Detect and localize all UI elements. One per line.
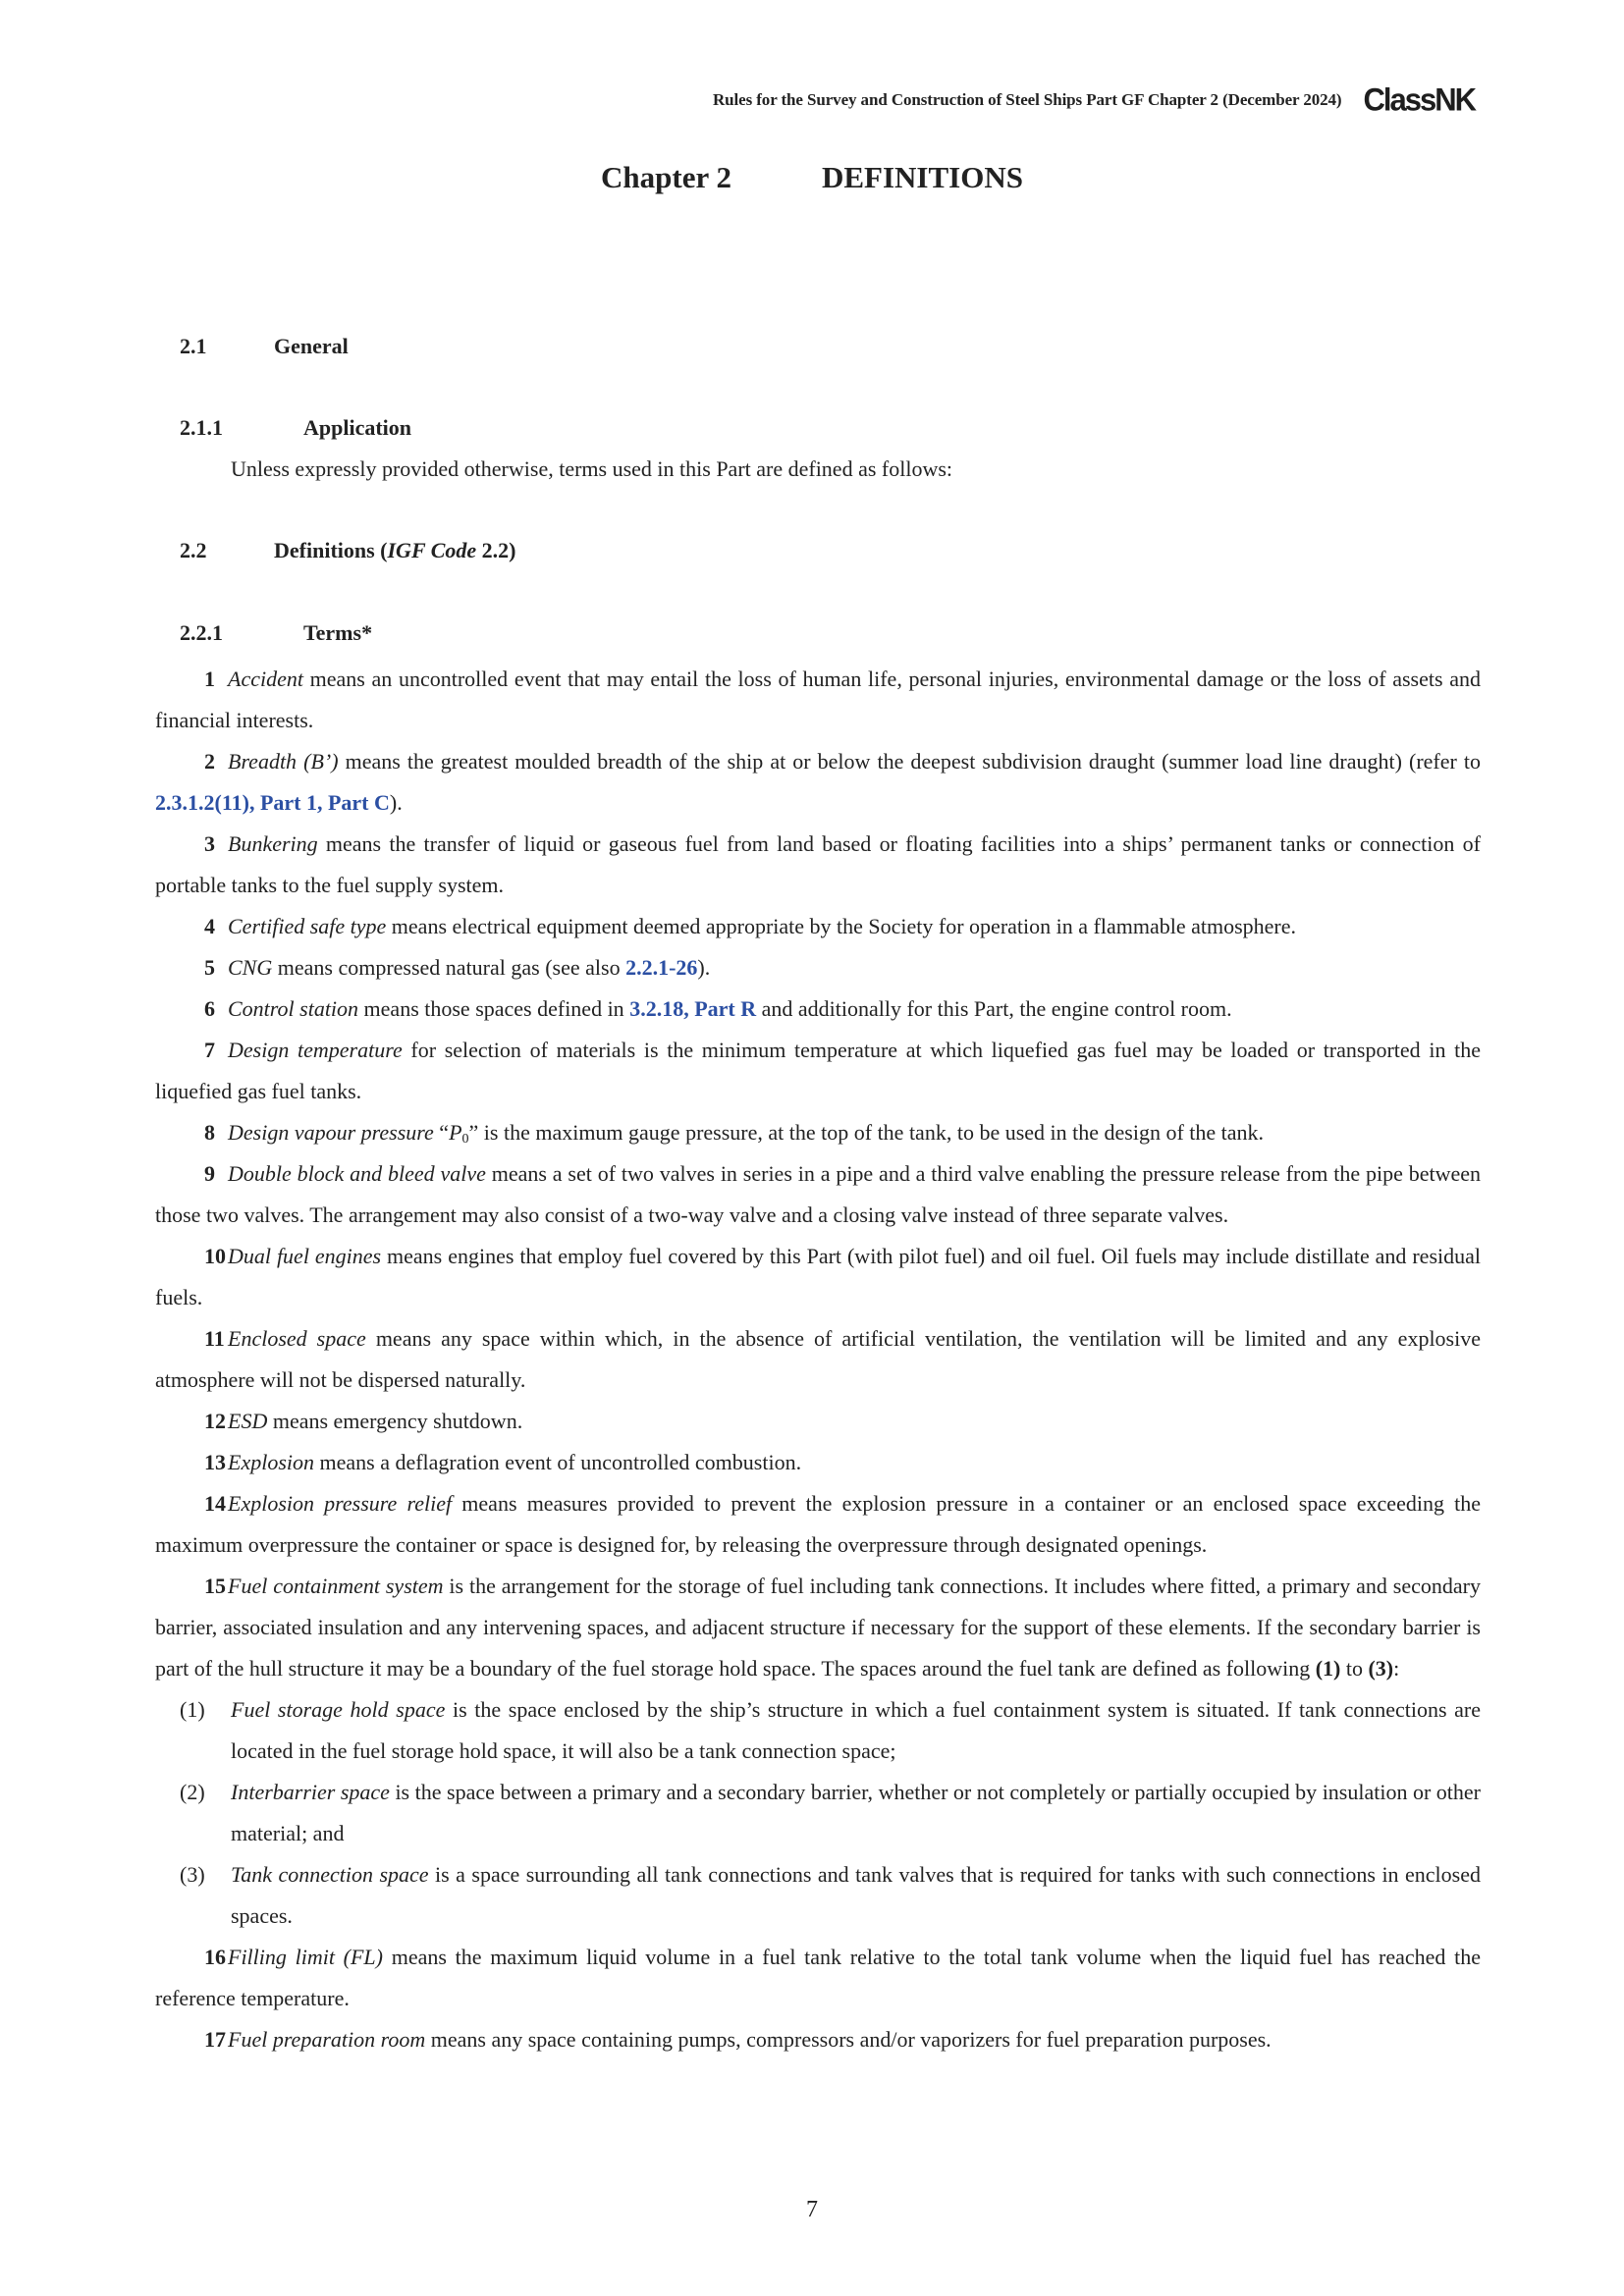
- term-definition: means the greatest moulded breadth of the ship at or below the deepest subdivision draught (summer load line draught) (refer to: [338, 749, 1481, 774]
- term-name: Fuel containment system: [228, 1574, 444, 1598]
- section-title: Terms*: [303, 620, 373, 645]
- term-definition: means any space containing pumps, compressors and/or vaporizers for fuel preparation purposes.: [425, 2027, 1272, 2052]
- term-item: [155, 1442, 1481, 1483]
- symbol: P: [449, 1120, 462, 1145]
- subitem-ref-end: (3): [1368, 1656, 1394, 1681]
- symbol-subscript: 0: [461, 1132, 469, 1147]
- term-item: [155, 1153, 1481, 1236]
- application-text: Unless expressly provided otherwise, terms used in this Part are defined as follows:: [231, 456, 953, 481]
- section-number: 2.2: [180, 538, 207, 562]
- term-item: [155, 1030, 1481, 1112]
- term-name: Fuel preparation room: [228, 2027, 426, 2052]
- term-item: [155, 1937, 1481, 2019]
- section-number: 2.1: [180, 334, 207, 358]
- section-title-prefix: Definitions (: [274, 538, 388, 562]
- term-item: [155, 1483, 1481, 1566]
- term-definition: means measures provided to prevent the explosion pressure in a container or an enclosed space exceeding the maximum overpressure the container or space is designed for, by releasing the overpressure through designated openings.: [155, 1491, 1482, 1557]
- section-heading-2-1: [180, 334, 349, 359]
- term-name: Control station: [228, 996, 359, 1021]
- section-title-italic: IGF Code: [387, 538, 477, 562]
- section-title: Application: [303, 415, 412, 440]
- term-name: Breadth (B’): [228, 749, 339, 774]
- term-name: Enclosed space: [228, 1326, 366, 1351]
- term-number: 4: [204, 914, 215, 938]
- term-definition: means the maximum liquid volume in a fuel tank relative to the total tank volume when the liquid fuel has reached the reference temperature.: [155, 1945, 1481, 2010]
- term-number: 6: [204, 996, 215, 1021]
- term-definition: means an uncontrolled event that may entail the loss of human life, personal injuries, environmental damage or the loss of assets and financial interests.: [155, 667, 1481, 732]
- quote-close: ”: [468, 1120, 479, 1145]
- term-name: Filling limit (FL): [228, 1945, 383, 1969]
- term-number: 10: [204, 1244, 226, 1268]
- cross-reference-link[interactable]: 2.2.1-26: [625, 955, 698, 980]
- term-definition: is the arrangement for the storage of fuel including tank connections. It includes where fitted, a primary and secondary barrier, associated insulation and any intervening spaces, and adjacent structure if necessary for the support of these elements. If the secondary barrier is part of the hull structure it may be a boundary of the fuel storage hold space. The spaces around the fuel tank are defined as following: [155, 1574, 1481, 1681]
- term-name: Certified safe type: [228, 914, 387, 938]
- cross-reference-link[interactable]: 3.2.18, Part R: [629, 996, 757, 1021]
- term-definition: means emergency shutdown.: [267, 1409, 523, 1433]
- chapter-name: DEFINITIONS: [821, 160, 1023, 194]
- sub-item-number: (2): [180, 1780, 205, 1804]
- term-item: [155, 947, 1481, 988]
- section-title: General: [274, 334, 349, 358]
- term-number: 3: [204, 831, 215, 856]
- term-definition-end: ).: [697, 955, 711, 980]
- subitem-ref-start: (1): [1315, 1656, 1341, 1681]
- section-number: 2.2.1: [180, 620, 223, 645]
- sub-item-term: Tank connection space: [231, 1862, 429, 1887]
- term-definition-end: :: [1393, 1656, 1400, 1681]
- quote-open: “: [433, 1120, 450, 1145]
- term-item: [155, 1318, 1481, 1401]
- term-number: 5: [204, 955, 215, 980]
- chapter-label: Chapter 2: [601, 160, 731, 194]
- term-number: 1: [204, 667, 215, 691]
- chapter-title: [0, 160, 1624, 195]
- term-name: Accident: [228, 667, 303, 691]
- term-definition-end: and additionally for this Part, the engine control room.: [756, 996, 1232, 1021]
- term-definition-end: ).: [389, 790, 403, 815]
- term-item: [155, 824, 1481, 906]
- cross-reference-link[interactable]: 2.3.1.2(11), Part 1, Part C: [155, 790, 390, 815]
- term-definition: means a set of two valves in series in a pipe and a third valve enabling the pressure release from the pipe between those two valves. The arrangement may also consist of a two-way valve and a closing valve instead of three separate valves.: [155, 1161, 1481, 1227]
- term-definition: is the maximum gauge pressure, at the top of the tank, to be used in the design of the tank.: [478, 1120, 1265, 1145]
- sub-item-number: (3): [180, 1862, 205, 1887]
- sub-item: [155, 1772, 1481, 1854]
- term-item: [155, 741, 1481, 824]
- term-definition: means the transfer of liquid or gaseous fuel from land based or floating facilities into a ships’ permanent tanks or connection of portable tanks to the fuel supply system.: [155, 831, 1481, 897]
- term-definition: means engines that employ fuel covered by this Part (with pilot fuel) and oil fuel. Oil fuels may include distillate and residual fuels.: [155, 1244, 1481, 1309]
- term-number: 8: [204, 1120, 215, 1145]
- term-item: [155, 988, 1481, 1030]
- term-definition: means compressed natural gas (see also: [272, 955, 626, 980]
- term-item: [155, 1566, 1481, 1689]
- term-number: 11: [204, 1326, 225, 1351]
- term-item: [155, 659, 1481, 741]
- term-item: [155, 1112, 1481, 1153]
- term-definition: means any space within which, in the absence of artificial ventilation, the ventilation will be limited and any explosive atmosphere will not be dispersed naturally.: [155, 1326, 1481, 1392]
- classnk-logo: ClassNK: [1363, 81, 1475, 118]
- term-number: 15: [204, 1574, 226, 1598]
- term-number: 2: [204, 749, 215, 774]
- section-title-suffix: 2.2): [476, 538, 516, 562]
- term-name: Design vapour pressure: [228, 1120, 434, 1145]
- term-number: 16: [204, 1945, 226, 1969]
- sub-item: [155, 1689, 1481, 1772]
- sub-item-number: (1): [180, 1697, 205, 1722]
- term-definition: means a deflagration event of uncontrolled combustion.: [314, 1450, 802, 1474]
- term-item: [155, 1236, 1481, 1318]
- section-heading-2-2-1: [180, 620, 372, 646]
- term-name: CNG: [228, 955, 273, 980]
- term-definition: for selection of materials is the minimum temperature at which liquefied gas fuel may be loaded or transported in the liquefied gas fuel tanks.: [155, 1038, 1481, 1103]
- term-item: [155, 2019, 1481, 2060]
- sub-item: [155, 1854, 1481, 1937]
- running-header: [713, 82, 1475, 118]
- term-name: ESD: [228, 1409, 268, 1433]
- term-definition-mid: to: [1340, 1656, 1369, 1681]
- sub-item-term: Fuel storage hold space: [231, 1697, 446, 1722]
- sub-item-definition: is the space between a primary and a secondary barrier, whether or not completely or partially occupied by insulation or other material; and: [231, 1780, 1482, 1845]
- term-item: [155, 1401, 1481, 1442]
- term-name: Bunkering: [228, 831, 318, 856]
- section-heading-2-2: [180, 538, 516, 563]
- term-number: 12: [204, 1409, 226, 1433]
- term-number: 7: [204, 1038, 215, 1062]
- sub-item-term: Interbarrier space: [231, 1780, 390, 1804]
- term-name: Double block and bleed valve: [228, 1161, 486, 1186]
- term-name: Dual fuel engines: [228, 1244, 382, 1268]
- term-number: 14: [204, 1491, 226, 1516]
- section-heading-2-1-1: [180, 415, 411, 441]
- term-name: Explosion pressure relief: [228, 1491, 453, 1516]
- sub-item-definition: is the space enclosed by the ship’s structure in which a fuel containment system is situated. If tank connections are located in the fuel storage hold space, it will also be a tank connection space;: [231, 1697, 1481, 1763]
- term-name: Explosion: [228, 1450, 314, 1474]
- term-number: 17: [204, 2027, 226, 2052]
- running-title: Rules for the Survey and Construction of Steel Ships Part GF Chapter 2 (December 2024): [712, 90, 1342, 109]
- term-definition: means those spaces defined in: [358, 996, 630, 1021]
- term-number: 13: [204, 1450, 226, 1474]
- sub-item-definition: is a space surrounding all tank connections and tank valves that is required for tanks with such connections in enclosed spaces.: [231, 1862, 1481, 1928]
- term-definition: means electrical equipment deemed appropriate by the Society for operation in a flammable atmosphere.: [386, 914, 1296, 938]
- term-item: [155, 906, 1481, 947]
- terms-list: [155, 659, 1481, 2060]
- page-number: 7: [806, 2197, 818, 2222]
- term-number: 9: [204, 1161, 215, 1186]
- section-number: 2.1.1: [180, 415, 223, 440]
- term-name: Design temperature: [228, 1038, 403, 1062]
